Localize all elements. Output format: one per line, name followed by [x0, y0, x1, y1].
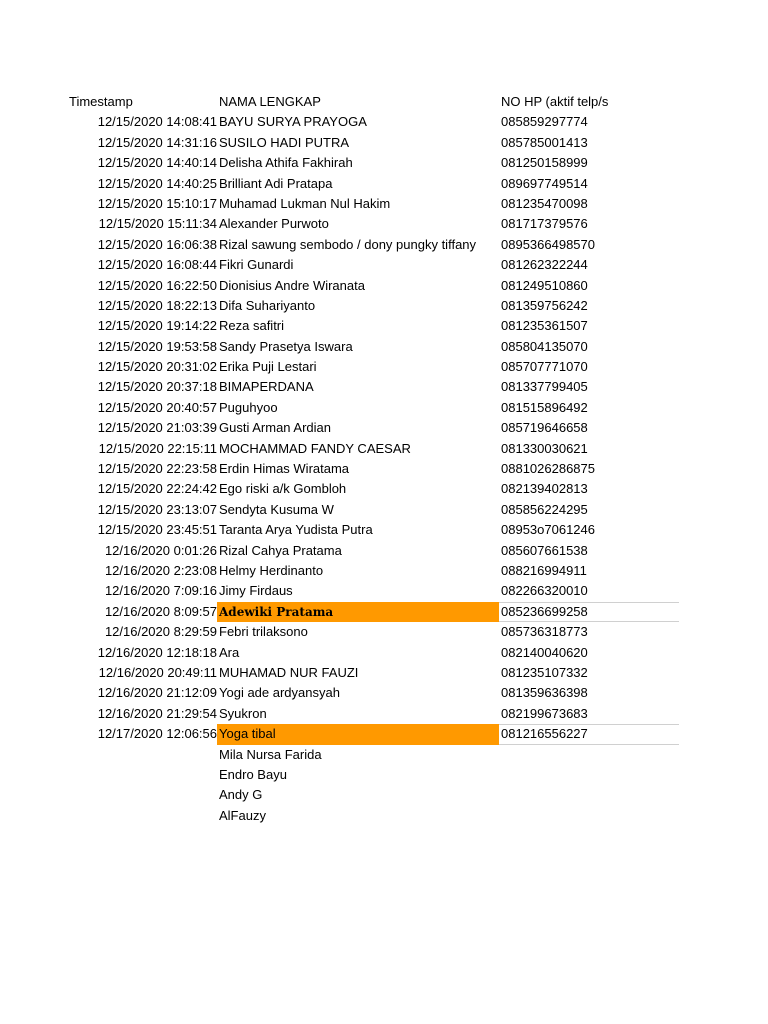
timestamp-cell[interactable]: 12/15/2020 23:13:07: [97, 501, 217, 517]
name-cell[interactable]: Alexander Purwoto: [219, 216, 329, 232]
timestamp-cell[interactable]: 12/15/2020 19:14:22: [97, 318, 217, 334]
name-cell[interactable]: Brilliant Adi Pratapa: [219, 175, 333, 191]
timestamp-cell[interactable]: 12/16/2020 2:23:08: [104, 562, 217, 578]
timestamp-cell[interactable]: [60, 785, 217, 805]
table-row: [0, 377, 768, 397]
name-cell[interactable]: Yoga tibal: [217, 724, 499, 744]
name-cell[interactable]: Jimy Firdaus: [219, 583, 293, 599]
phone-cell[interactable]: 085856224295: [501, 501, 588, 517]
name-cell[interactable]: Endro Bayu: [219, 766, 287, 782]
table-row: [0, 602, 768, 622]
name-cell[interactable]: AlFauzy: [219, 807, 266, 823]
name-cell[interactable]: Muhamad Lukman Nul Hakim: [219, 195, 391, 211]
table-row: [0, 174, 768, 194]
table-row: [0, 153, 768, 173]
timestamp-cell[interactable]: 12/16/2020 12:18:18: [97, 644, 217, 660]
phone-cell[interactable]: 081330030621: [501, 440, 588, 456]
name-cell[interactable]: Febri trilaksono: [219, 624, 308, 640]
phone-cell[interactable]: 081717379576: [501, 216, 588, 232]
timestamp-cell[interactable]: 12/15/2020 16:08:44: [97, 257, 217, 273]
timestamp-cell[interactable]: 12/16/2020 8:29:59: [104, 624, 217, 640]
table-row: [0, 439, 768, 459]
name-cell[interactable]: Puguhyoo: [219, 399, 278, 415]
phone-cell[interactable]: 0895366498570: [501, 236, 595, 252]
phone-cell[interactable]: 081515896492: [501, 399, 588, 415]
phone-cell[interactable]: 081235470098: [501, 195, 588, 211]
name-cell[interactable]: Mila Nursa Farida: [219, 746, 322, 762]
table-row: [0, 276, 768, 296]
table-row: [0, 581, 768, 601]
phone-cell[interactable]: 081249510860: [501, 277, 588, 293]
name-cell[interactable]: Rizal Cahya Pratama: [219, 542, 342, 558]
timestamp-cell[interactable]: 12/15/2020 14:08:41: [97, 114, 217, 130]
phone-cell[interactable]: 081359756242: [501, 297, 588, 313]
table-row: [0, 255, 768, 275]
table-row: [0, 337, 768, 357]
name-cell[interactable]: Delisha Athifa Fakhirah: [219, 155, 353, 171]
timestamp-cell[interactable]: 12/15/2020 22:23:58: [97, 461, 217, 477]
timestamp-cell[interactable]: 12/16/2020 7:09:16: [104, 583, 217, 599]
phone-cell[interactable]: 082139402813: [501, 481, 588, 497]
timestamp-cell[interactable]: 12/15/2020 16:22:50: [97, 277, 217, 293]
phone-cell[interactable]: 0881026286875: [501, 461, 595, 477]
table-row: [0, 459, 768, 479]
table-row: [0, 112, 768, 132]
phone-cell[interactable]: [499, 806, 679, 826]
phone-cell[interactable]: 085736318773: [501, 624, 588, 640]
table-row: [0, 765, 768, 785]
table-row: [0, 235, 768, 255]
table-row: [0, 418, 768, 438]
table-row: [0, 643, 768, 663]
phone-cell[interactable]: [499, 785, 679, 805]
header-timestamp[interactable]: Timestamp: [69, 94, 133, 109]
phone-cell[interactable]: 085859297774: [501, 114, 588, 130]
phone-cell[interactable]: [499, 745, 679, 765]
timestamp-cell[interactable]: 12/15/2020 14:40:14: [97, 155, 217, 171]
phone-cell[interactable]: 085607661538: [501, 542, 588, 558]
name-cell[interactable]: MOCHAMMAD FANDY CAESAR: [219, 440, 411, 456]
table-row: [0, 296, 768, 316]
table-row: [0, 479, 768, 499]
timestamp-cell[interactable]: 12/15/2020 14:31:16: [97, 134, 217, 150]
timestamp-cell[interactable]: 12/15/2020 22:15:11: [98, 440, 217, 456]
timestamp-cell[interactable]: 12/16/2020 21:29:54: [97, 705, 217, 721]
timestamp-cell[interactable]: 12/16/2020 20:49:11: [98, 664, 217, 680]
name-cell[interactable]: Yogi ade ardyansyah: [219, 685, 340, 701]
phone-cell[interactable]: 081250158999: [501, 155, 588, 171]
timestamp-cell[interactable]: 12/15/2020 23:45:51: [97, 522, 217, 538]
name-cell[interactable]: Syukron: [219, 705, 267, 721]
timestamp-cell[interactable]: [60, 745, 217, 765]
name-cell[interactable]: Fikri Gunardi: [219, 257, 294, 273]
table-row: [0, 704, 768, 724]
header-phone[interactable]: NO HP (aktif telp/s: [501, 94, 609, 109]
name-cell[interactable]: BAYU SURYA PRAYOGA: [219, 114, 367, 130]
table-row: [0, 663, 768, 683]
table-row: [0, 785, 768, 805]
phone-cell[interactable]: [499, 765, 679, 785]
name-cell[interactable]: MUHAMAD NUR FAUZI: [219, 664, 359, 680]
timestamp-cell[interactable]: 12/16/2020 0:01:26: [104, 542, 217, 558]
timestamp-cell[interactable]: 12/15/2020 20:40:57: [97, 399, 217, 415]
phone-cell[interactable]: 081337799405: [501, 379, 588, 395]
timestamp-cell[interactable]: 12/15/2020 20:37:18: [97, 379, 217, 395]
name-cell[interactable]: Reza safitri: [219, 318, 285, 334]
phone-cell[interactable]: 081359636398: [501, 685, 588, 701]
timestamp-cell[interactable]: 12/15/2020 14:40:25: [97, 175, 217, 191]
table-row: [0, 357, 768, 377]
table-row: [0, 398, 768, 418]
timestamp-cell[interactable]: 12/15/2020 18:22:13: [97, 297, 217, 313]
table-row: [0, 724, 768, 744]
phone-cell[interactable]: 08953o7061246: [501, 522, 595, 538]
name-cell[interactable]: Ara: [219, 644, 240, 660]
phone-cell[interactable]: 085804135070: [501, 338, 588, 354]
table-row: [0, 561, 768, 581]
timestamp-cell[interactable]: [60, 806, 217, 826]
table-row: [0, 316, 768, 336]
name-cell[interactable]: SUSILO HADI PUTRA: [219, 134, 350, 150]
phone-cell[interactable]: 082266320010: [501, 583, 588, 599]
phone-cell[interactable]: 081235107332: [501, 664, 588, 680]
phone-cell[interactable]: 085707771070: [501, 359, 588, 375]
timestamp-cell[interactable]: 12/16/2020 8:09:57: [104, 603, 217, 619]
name-cell[interactable]: Andy G: [219, 787, 263, 803]
timestamp-cell[interactable]: 12/15/2020 15:11:34: [98, 216, 217, 232]
phone-cell[interactable]: 085785001413: [501, 134, 588, 150]
phone-cell[interactable]: 089697749514: [501, 175, 588, 191]
name-cell[interactable]: Helmy Herdinanto: [219, 562, 324, 578]
timestamp-cell[interactable]: 12/17/2020 12:06:56: [97, 726, 217, 742]
timestamp-cell[interactable]: 12/15/2020 21:03:39: [97, 420, 217, 436]
phone-cell[interactable]: 081216556227: [499, 724, 679, 744]
phone-cell[interactable]: 081262322244: [501, 257, 588, 273]
timestamp-cell[interactable]: 12/15/2020 15:10:17: [97, 195, 217, 211]
name-cell[interactable]: Rizal sawung sembodo / dony pungky tiffany: [219, 236, 477, 252]
spreadsheet: [0, 92, 768, 826]
table-row: [0, 500, 768, 520]
table-row: [0, 194, 768, 214]
data-rows: [0, 112, 768, 826]
timestamp-cell[interactable]: 12/16/2020 21:12:09: [97, 685, 217, 701]
phone-cell[interactable]: 085236699258: [499, 602, 679, 622]
phone-cell[interactable]: 081235361507: [501, 318, 588, 334]
timestamp-cell[interactable]: 12/15/2020 19:53:58: [97, 338, 217, 354]
header-row: [0, 92, 768, 112]
table-row: [0, 622, 768, 642]
table-row: [0, 133, 768, 153]
phone-cell[interactable]: 082199673683: [501, 705, 588, 721]
name-cell[interactable]: Dionisius Andre Wiranata: [219, 277, 365, 293]
phone-cell[interactable]: 082140040620: [501, 644, 588, 660]
timestamp-cell[interactable]: 12/15/2020 22:24:42: [97, 481, 217, 497]
table-row: [0, 214, 768, 234]
name-cell[interactable]: Difa Suhariyanto: [219, 297, 316, 313]
name-cell[interactable]: Sandy Prasetya Iswara: [219, 338, 353, 354]
table-row: [0, 806, 768, 826]
timestamp-cell[interactable]: 12/15/2020 20:31:02: [97, 359, 217, 375]
header-name[interactable]: NAMA LENGKAP: [219, 94, 321, 109]
phone-cell[interactable]: 085719646658: [501, 420, 588, 436]
name-cell[interactable]: Gusti Arman Ardian: [219, 420, 331, 436]
phone-cell[interactable]: 088216994911: [501, 562, 587, 578]
name-cell[interactable]: Taranta Arya Yudista Putra: [219, 522, 373, 538]
table-row: [0, 745, 768, 765]
name-cell[interactable]: BIMAPERDANA: [219, 379, 314, 395]
name-cell[interactable]: Sendyta Kusuma W: [219, 501, 334, 517]
timestamp-cell[interactable]: [60, 765, 217, 785]
name-cell[interactable]: Ego riski a/k Gombloh: [219, 481, 347, 497]
name-cell[interactable]: Erika Puji Lestari: [219, 359, 317, 375]
name-cell[interactable]: Adewiki Pratama: [217, 602, 499, 622]
timestamp-cell[interactable]: 12/15/2020 16:06:38: [97, 236, 217, 252]
table-row: [0, 520, 768, 540]
table-row: [0, 541, 768, 561]
table-row: [0, 683, 768, 703]
name-cell[interactable]: Erdin Himas Wiratama: [219, 461, 350, 477]
